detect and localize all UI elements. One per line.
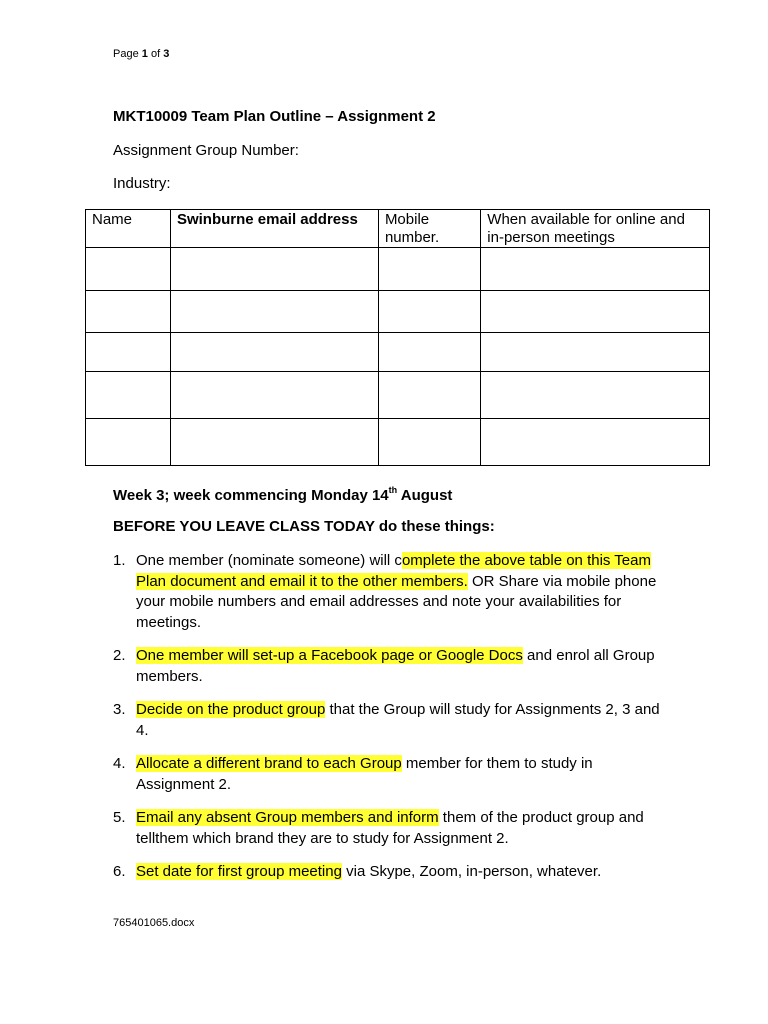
step-number: 2.: [113, 647, 126, 664]
table-cell: [170, 291, 378, 333]
table-cell: [378, 419, 480, 466]
table-row: [86, 372, 710, 419]
instructions-heading: BEFORE YOU LEAVE CLASS TODAY do these things:: [113, 518, 495, 535]
document-title: MKT10009 Team Plan Outline – Assignment 2: [113, 108, 436, 125]
table-row: [86, 248, 710, 291]
table-cell: [378, 248, 480, 291]
step-number: 3.: [113, 701, 126, 718]
table-cell: [170, 248, 378, 291]
page-number: Page 1 of 3: [113, 48, 170, 60]
step-number: 4.: [113, 755, 126, 772]
week-heading: Week 3; week commencing Monday 14th August: [113, 485, 453, 504]
highlighted-text: One member will set-up a Facebook page or Google Docs: [136, 647, 523, 664]
table-cell: [170, 333, 378, 372]
header-name: Name: [86, 210, 171, 248]
step-number: 1.: [113, 552, 126, 569]
step-number: 6.: [113, 863, 126, 880]
table-row: [86, 291, 710, 333]
table-cell: [481, 333, 710, 372]
list-item: 5. Email any absent Group members and inform them of the product group and tellthem which brand they are to study for Assignment 2.: [113, 809, 644, 847]
table-row: [86, 419, 710, 466]
table-cell: [378, 291, 480, 333]
group-number-label: Assignment Group Number:: [113, 142, 299, 159]
highlighted-text: Email any absent Group members and inform: [136, 809, 439, 826]
table-cell: [86, 333, 171, 372]
list-item: 1. One member (nominate someone) will complete the above table on this Team Plan document and email it to the other members. OR Share via mobile phone your mobile numbers and email addresses and note your availabilities for meetings.: [113, 552, 657, 631]
table-header-row: [86, 210, 710, 248]
table-cell: [378, 372, 480, 419]
table-cell: [481, 419, 710, 466]
table-cell: [86, 248, 171, 291]
list-item: 2. One member will set-up a Facebook page or Google Docs and enrol all Group members.: [113, 647, 655, 685]
list-item: 3. Decide on the product group that the Group will study for Assignments 2, 3 and 4.: [113, 701, 660, 739]
table-cell: [170, 419, 378, 466]
industry-label: Industry:: [113, 175, 171, 192]
table-cell: [481, 248, 710, 291]
table-row: [86, 333, 710, 372]
highlighted-text: omplete the above table on this Team Plan document and email it to the other members.: [136, 552, 651, 590]
table-cell: [86, 419, 171, 466]
header-mobile: Mobile number.: [378, 210, 480, 248]
table-cell: [86, 372, 171, 419]
header-email: Swinburne email address: [170, 210, 378, 248]
list-item: 4. Allocate a different brand to each Group member for them to study in Assignment 2.: [113, 755, 593, 793]
table-cell: [378, 333, 480, 372]
table-cell: [481, 291, 710, 333]
list-item: 6. Set date for first group meeting via Skype, Zoom, in-person, whatever.: [113, 862, 673, 883]
team-members-table: [85, 209, 710, 466]
steps-list: [113, 551, 673, 896]
table-cell: [86, 291, 171, 333]
table-cell: [170, 372, 378, 419]
file-name-footer: 765401065.docx: [113, 917, 195, 929]
table-cell: [481, 372, 710, 419]
highlighted-text: Set date for first group meeting: [136, 863, 342, 880]
header-availability: When available for online and in-person meetings: [481, 210, 710, 248]
step-number: 5.: [113, 809, 126, 826]
highlighted-text: Decide on the product group: [136, 701, 326, 718]
highlighted-text: Allocate a different brand to each Group: [136, 755, 402, 772]
